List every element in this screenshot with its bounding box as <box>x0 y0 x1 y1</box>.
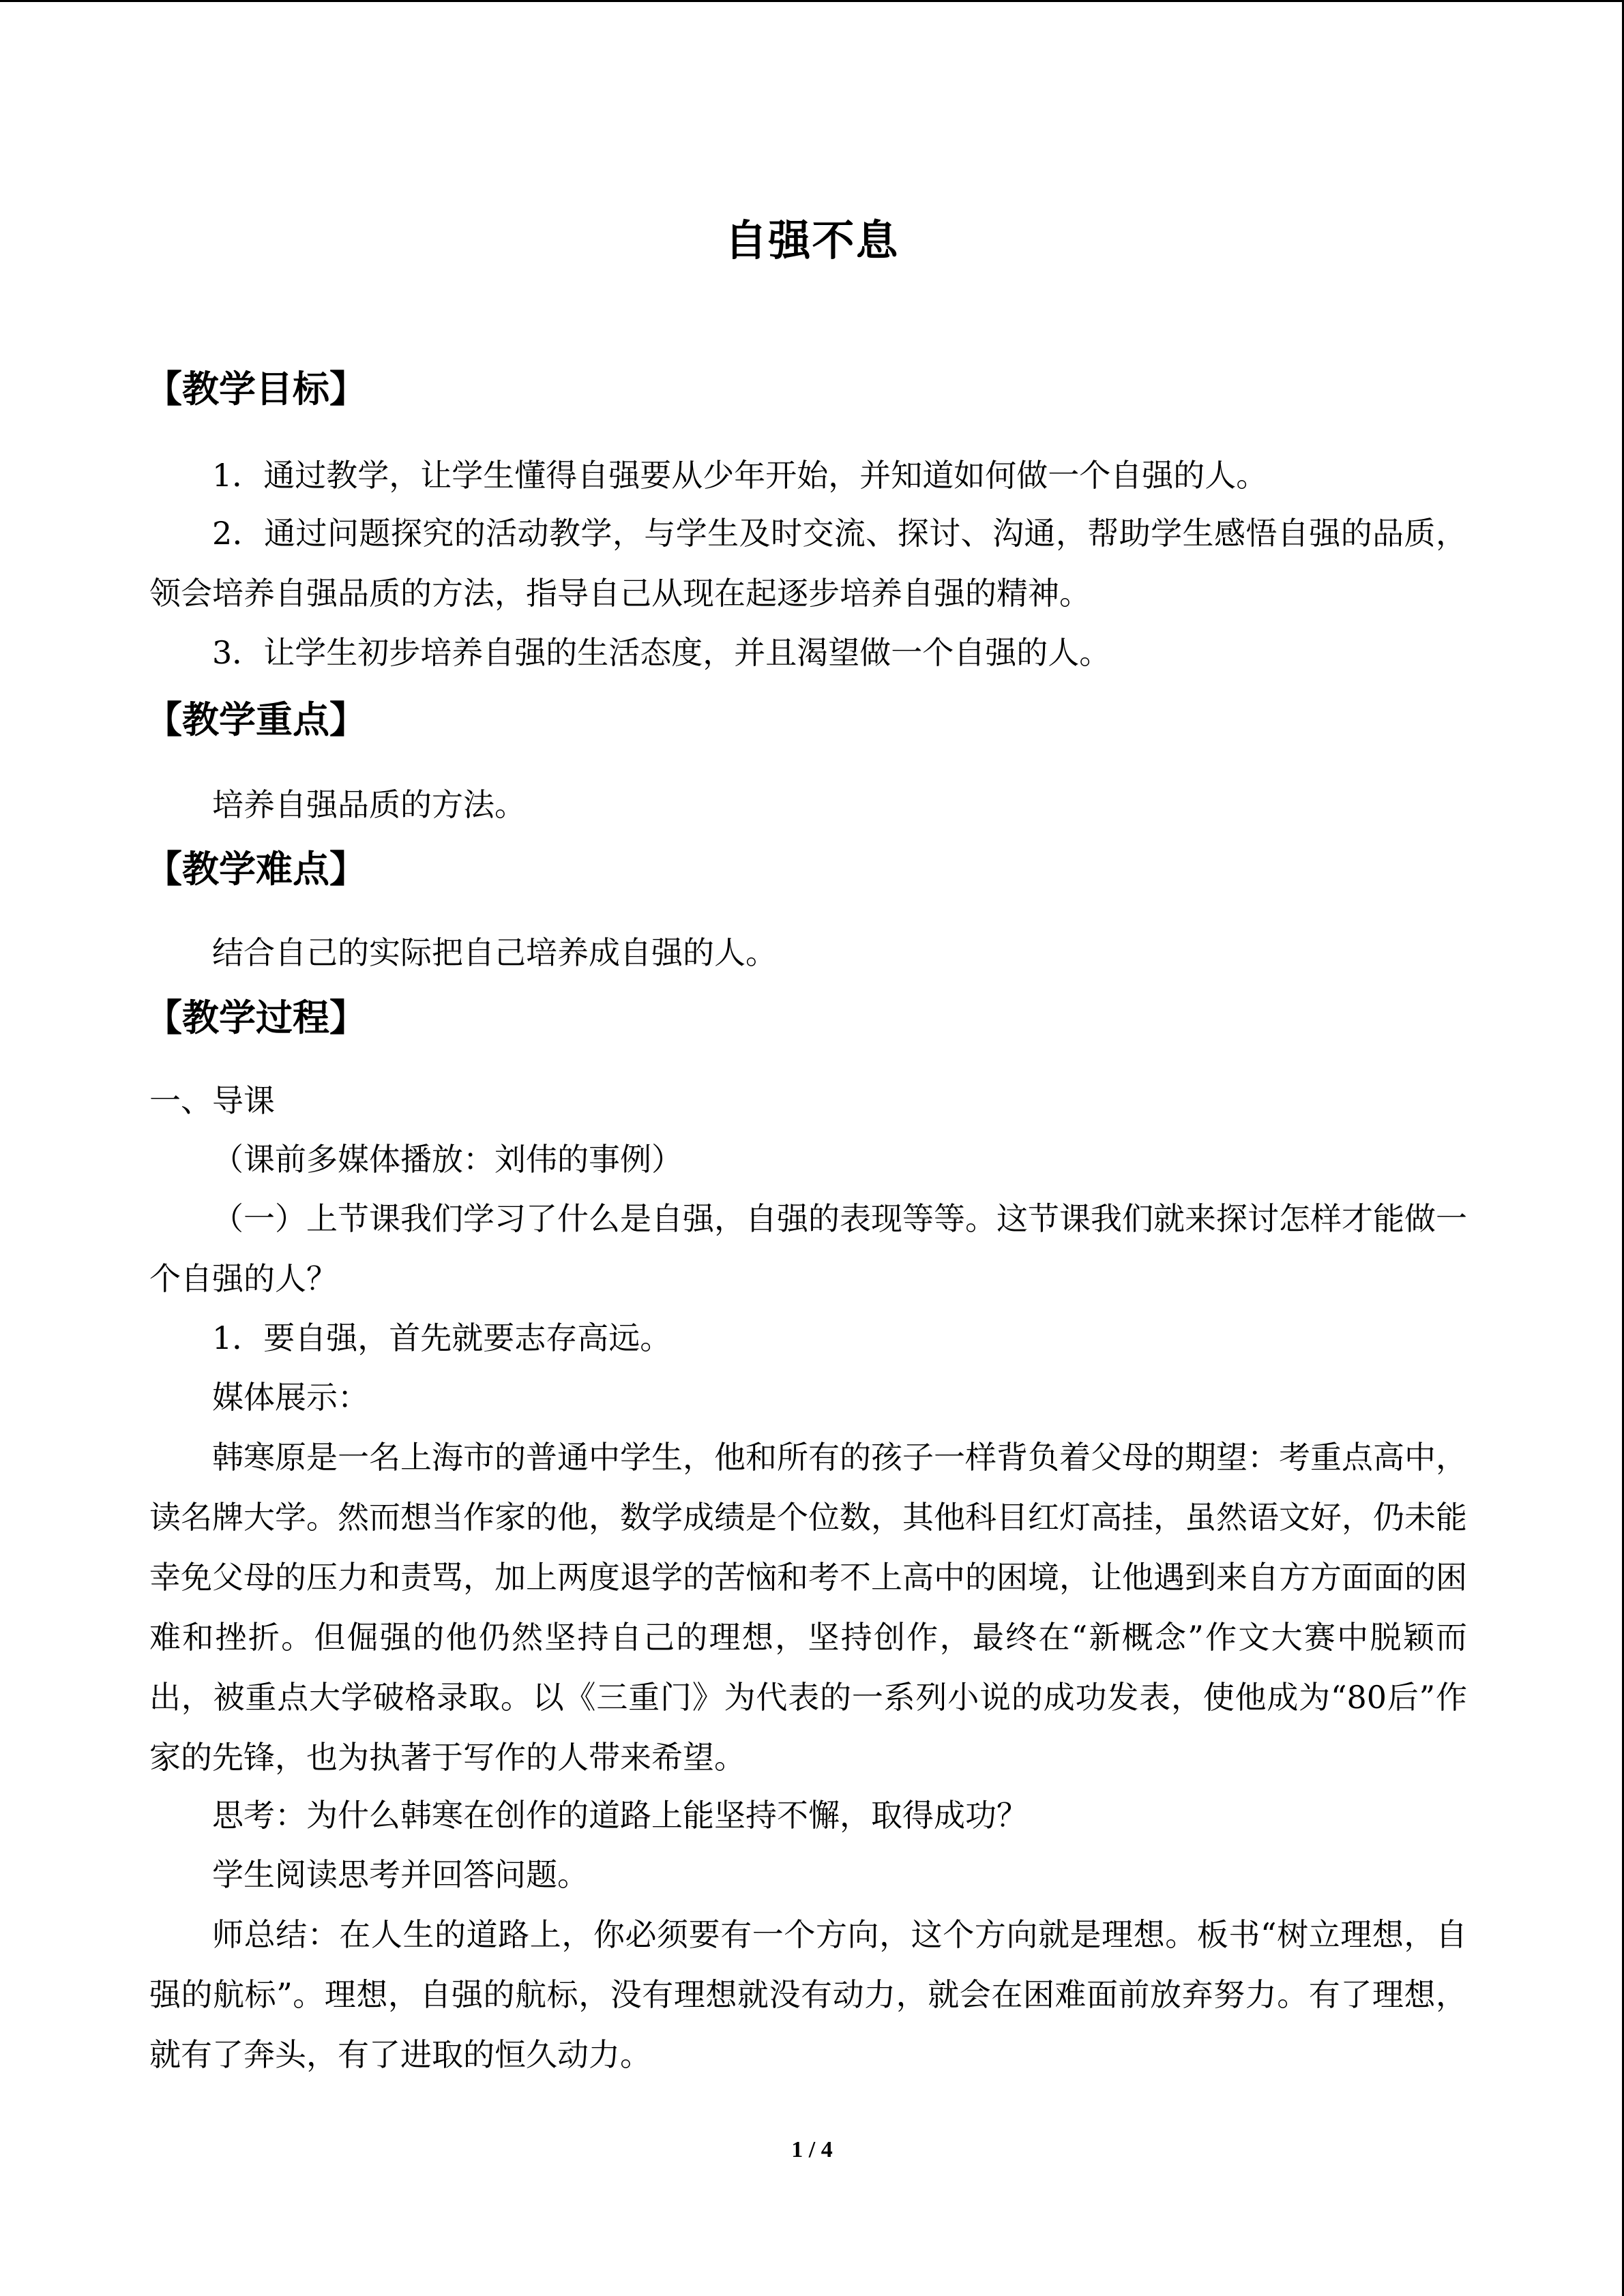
intro-paragraph: （一）上节课我们学习了什么是自强，自强的表现等等。这节课我们就来探讨怎样才能做一个自强的人？ <box>149 1200 1467 1297</box>
page-border-top <box>0 0 1624 2</box>
document-title: 自强不息 <box>724 215 900 265</box>
media-show-label: 媒体展示： <box>212 1379 369 1416</box>
media-note: （课前多媒体播放：刘伟的事例） <box>212 1141 683 1178</box>
step1-title: 一、导课 <box>149 1082 275 1119</box>
heading-teaching-objectives: 【教学目标】 <box>145 368 366 411</box>
objective-2: 2．通过问题探究的活动教学，与学生及时交流、探讨、沟通，帮助学生感悟自强的品质，领会培养自强品质的方法，指导自己从现在起逐步培养自强的精神。 <box>149 515 1467 612</box>
heading-key-point: 【教学重点】 <box>145 698 366 741</box>
story-paragraph: 韩寒原是一名上海市的普通中学生，他和所有的孩子一样背负着父母的期望：考重点高中，读名牌大学。然而想当作家的他，数学成绩是个位数，其他科目红灯高挂，虽然语文好，仍未能幸免父母的压力和责骂，加上两度退学的苦恼和考不上高中的困境，让他遇到来自方方面面的困难和挫折。但倔强的他仍然坚持自己的理想，坚持创作，最终在“新概念”作文大赛中脱颖而出，被重点大学破格录取。以《三重门》为代表的一系列小说的成功发表，使他成为“80后”作家的先锋，也为执著于写作的人带来希望。 <box>149 1439 1467 1776</box>
key-point-text: 培养自强品质的方法。 <box>212 786 526 823</box>
heading-difficulty: 【教学难点】 <box>145 848 366 891</box>
objective-3: 3．让学生初步培养自强的生活态度，并且渴望做一个自强的人。 <box>212 634 1111 671</box>
difficulty-text: 结合自己的实际把自己培养成自强的人。 <box>212 934 777 971</box>
question-text: 思考：为什么韩寒在创作的道路上能坚持不懈，取得成功？ <box>212 1797 1028 1834</box>
heading-teaching-process: 【教学过程】 <box>145 996 366 1039</box>
page-indicator: 1 / 4 <box>791 2137 833 2162</box>
objective-1: 1．通过教学，让学生懂得自强要从少年开始，并知道如何做一个自强的人。 <box>212 457 1268 494</box>
point1-text: 1．要自强，首先就要志存高远。 <box>212 1320 672 1356</box>
summary-paragraph: 师总结：在人生的道路上，你必须要有一个方向，这个方向就是理想。板书“树立理想，自强的航标”。理想，自强的航标，没有理想就没有动力，就会在困难面前放弃努力。有了理想，就有了奔头，有了进取的恒久动力。 <box>149 1916 1467 2073</box>
student-activity-text: 学生阅读思考并回答问题。 <box>212 1856 589 1893</box>
